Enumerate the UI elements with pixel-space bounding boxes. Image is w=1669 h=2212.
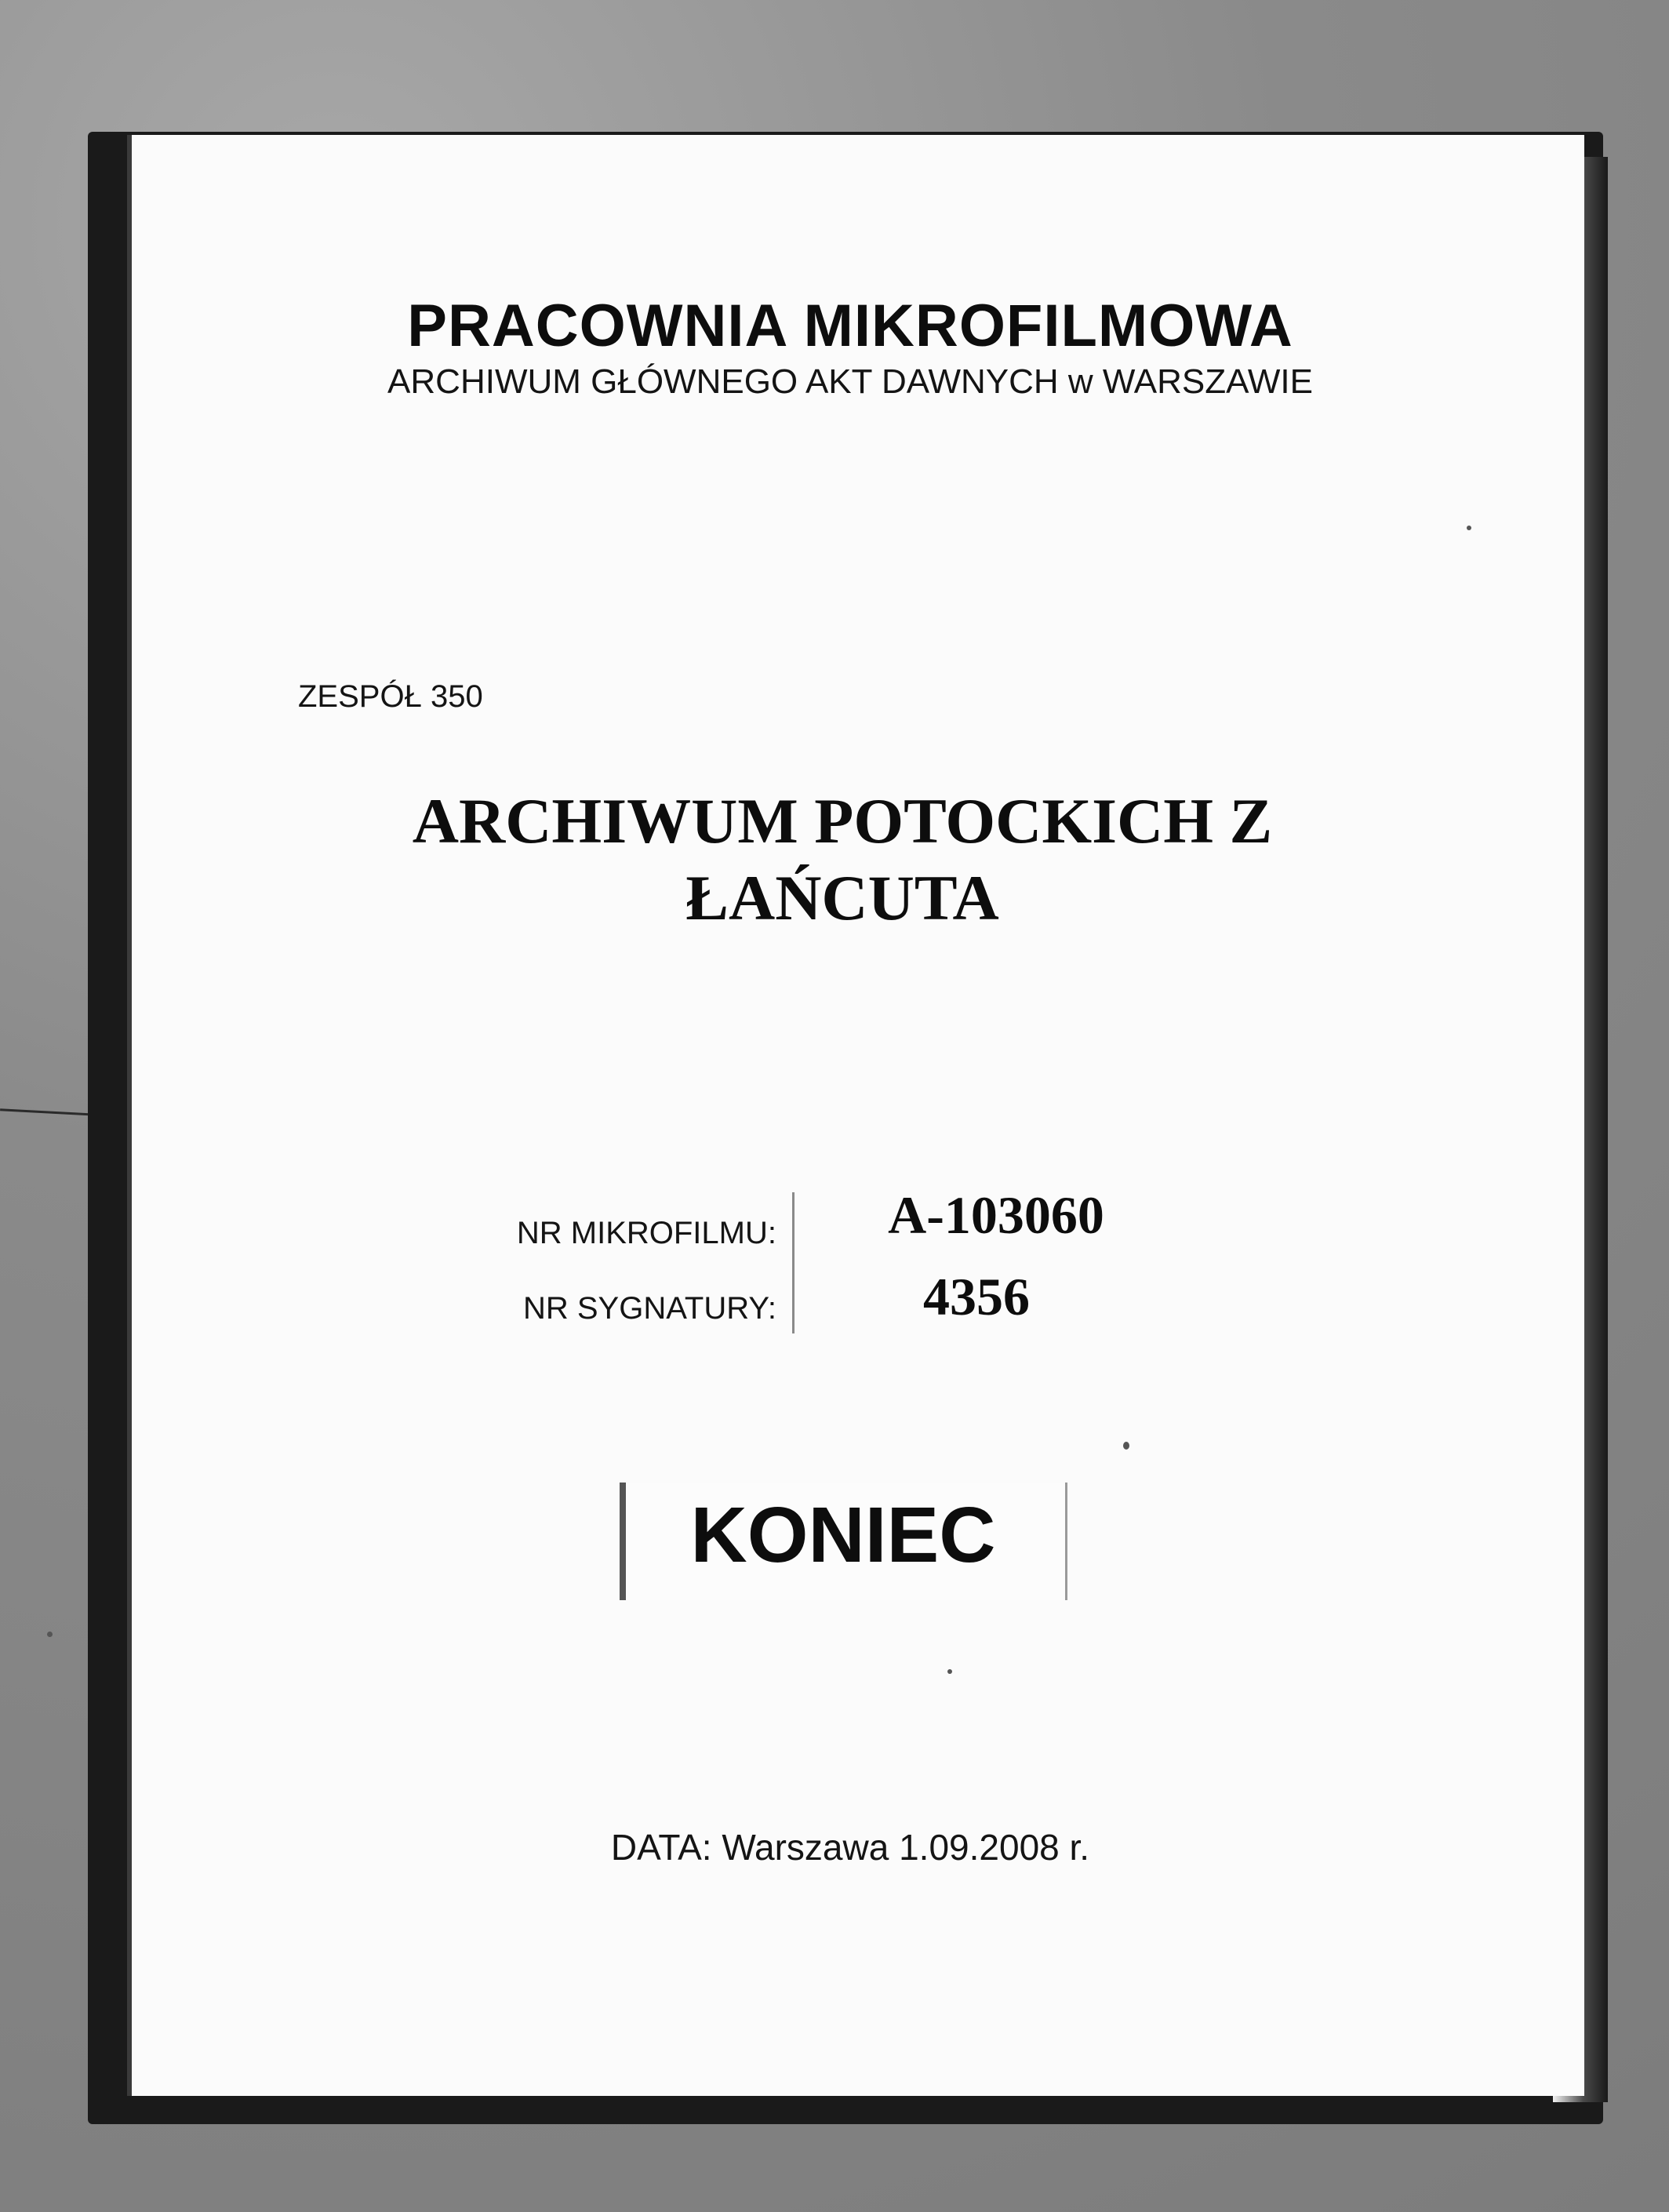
dust-speck — [1123, 1442, 1129, 1450]
microfilm-number-value: A-103060 — [888, 1185, 1104, 1245]
signature-number-value: 4356 — [923, 1267, 1030, 1326]
collection-number: ZESPÓŁ 350 — [298, 679, 483, 714]
field-divider — [792, 1192, 795, 1333]
document-sheet — [127, 135, 1584, 2096]
institution-subtitle: ARCHIWUM GŁÓWNEGO AKT DAWNYCH w WARSZAWIE — [387, 362, 1313, 401]
collection-title-line-2: ŁAŃCUTA — [685, 862, 999, 933]
dust-speck — [1467, 526, 1471, 530]
dust-speck — [947, 1669, 952, 1674]
collection-title — [0, 783, 1669, 937]
end-marker: KONIEC — [690, 1491, 996, 1579]
date-line: DATA: Warszawa 1.09.2008 r. — [610, 1827, 1090, 1868]
collection-title-line-1: ARCHIWUM POTOCKICH Z — [412, 785, 1273, 857]
signature-number-label: NR SYGNATURY: — [522, 1291, 776, 1326]
microfilm-number-label: NR MIKROFILMU: — [516, 1216, 776, 1250]
dust-speck — [47, 1632, 53, 1637]
page-title: PRACOWNIA MIKROFILMOWA — [407, 293, 1293, 359]
